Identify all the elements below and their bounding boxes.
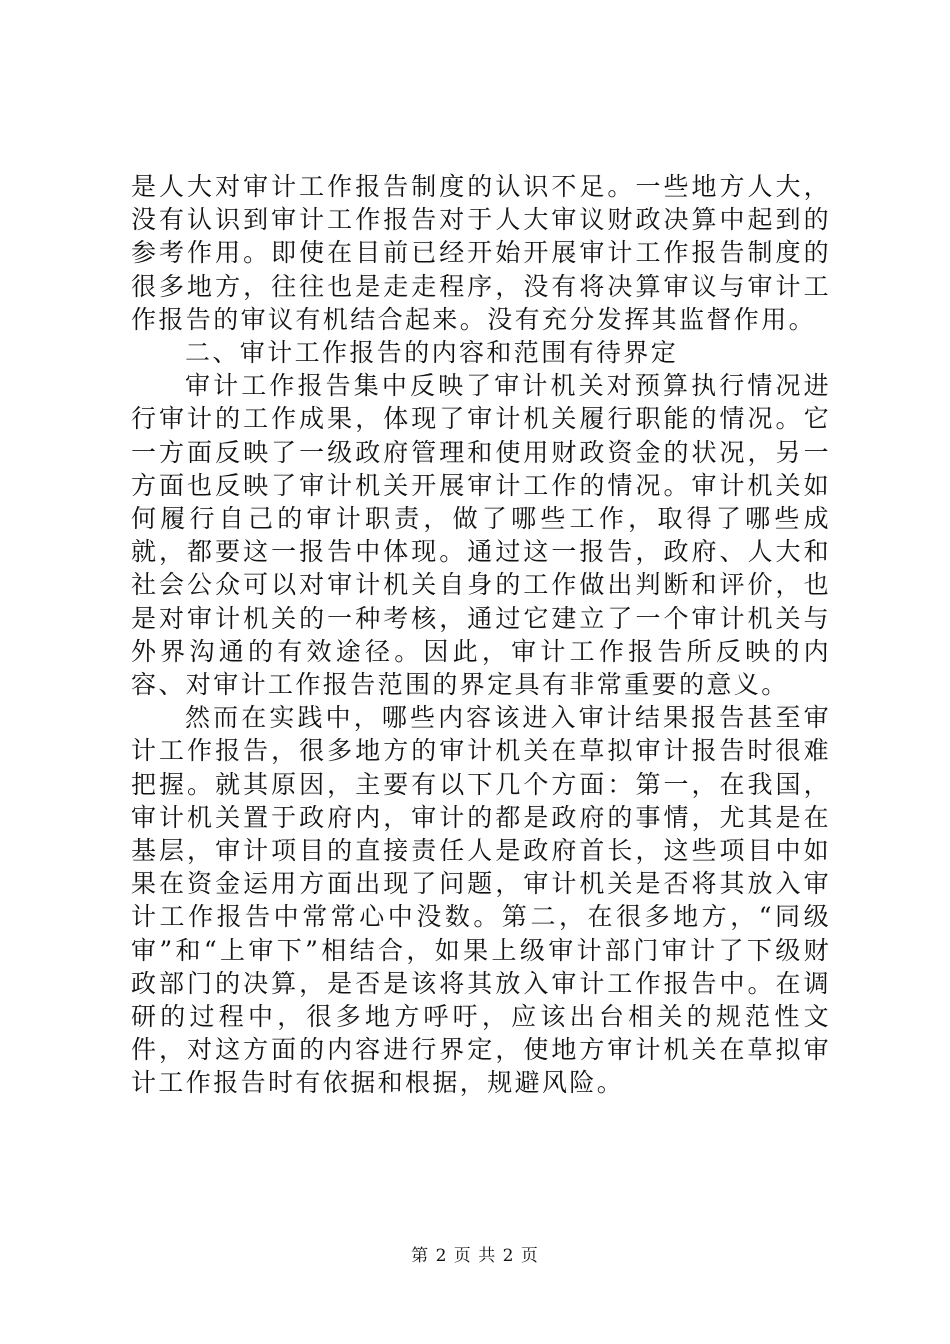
paragraph-2: 审计工作报告集中反映了审计机关对预算执行情况进行审计的工作成果，体现了审计机关履行职能的情况。它一方面反映了一级政府管理和使用财政资金的状况，另一方面也反映了审计机关开展审计工作的情况。审计机关如何履行自己的审计职责，做了哪些工作，取得了哪些成就，都要这一报告中体现。通过这一报告，政府、人大和社会公众可以对审计机关自身的工作做出判断和评价，也是对审计机关的一种考核，通过它建立了一个审计机关与外界沟通的有效途径。因此，审计工作报告所反映的内容、对审计工作报告范围的界定具有非常重要的意义。: [131, 371, 831, 700]
section-heading: 二、审计工作报告的内容和范围有待界定: [185, 338, 679, 368]
paragraph-1: 是人大对审计工作报告制度的认识不足。一些地方人大，没有认识到审计工作报告对于人大审议财政决算中起到的参考作用。即使在目前已经开始开展审计工作报告制度的很多地方，往往也是走走程序，没有将决算审议与审计工作报告的审议有机结合起来。没有充分发挥其监督作用。: [131, 172, 831, 334]
paragraph-3: 然而在实践中，哪些内容该进入审计结果报告甚至审计工作报告，很多地方的审计机关在草拟审计报告时很难把握。就其原因，主要有以下几个方面：第一，在我国，审计机关置于政府内，审计的都是政府的事情，尤其是在基层，审计项目的直接责任人是政府首长，这些项目中如果在资金运用方面出现了问题，审计机关是否将其放入审计工作报告中常常心中没数。第二，在很多地方，“同级审”和“上审下”相结合，如果上级审计部门审计了下级财政部门的决算，是否是该将其放入审计工作报告中。在调研的过程中，很多地方呼吁，应该出台相关的规范性文件，对这方面的内容进行界定，使地方审计机关在草拟审计工作报告时有依据和根据，规避风险。: [131, 703, 831, 1098]
page-footer: 第 2 页 共 2 页: [411, 1246, 539, 1266]
document-body: [131, 170, 831, 1100]
